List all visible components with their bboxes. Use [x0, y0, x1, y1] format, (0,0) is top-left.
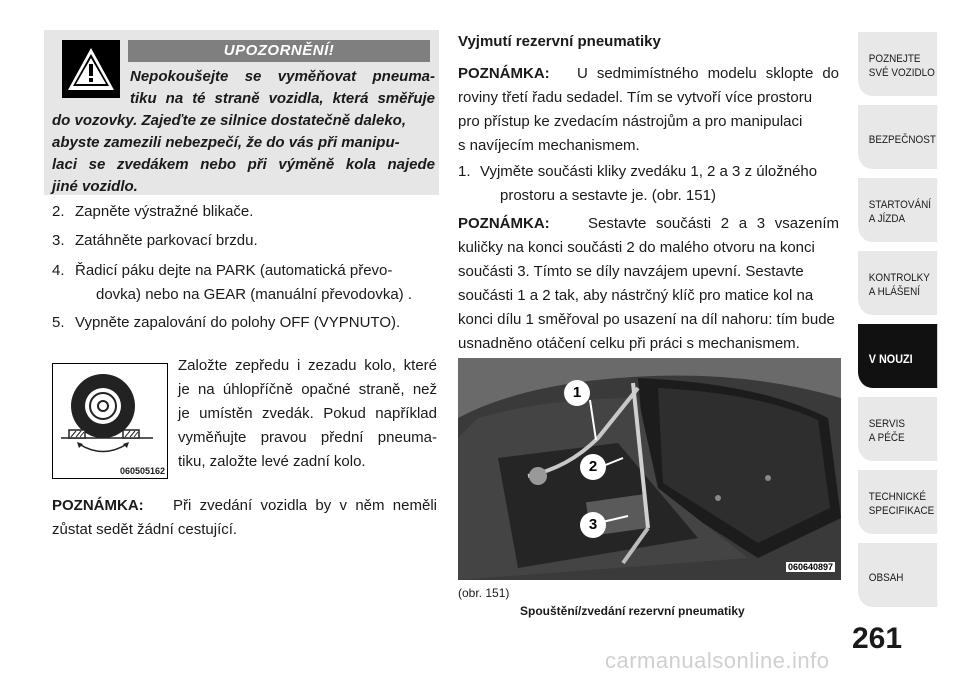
warning-line: abyste zamezili nebezpečí, že do vás při manipu- — [52, 134, 400, 151]
tab-obsah[interactable] — [858, 543, 937, 607]
callout-1: 1 — [564, 380, 590, 406]
tab-label: SERVIS — [868, 418, 905, 430]
wheel-chock-figure — [52, 363, 168, 479]
chock-text-line: je na úhlopříčně opačné straně, než — [178, 381, 437, 398]
note-text: U sedmimístného modelu sklopte do — [577, 65, 839, 82]
tab-label: A JÍZDA — [868, 213, 906, 225]
note-text: pro přístup ke zvedacím nástrojům a pro manipulaci — [458, 113, 803, 130]
note-text: Sestavte součásti 2 a 3 vsazením — [588, 215, 839, 232]
step-number: 4. — [52, 262, 65, 279]
step-number: 3. — [52, 232, 65, 249]
step-text: prostoru a sestavte je. (obr. 151) — [500, 187, 716, 204]
note-text: kuličky na konci součásti 2 do malého otvoru na konci — [458, 239, 815, 256]
tab-bezpecnost[interactable] — [858, 105, 937, 169]
step-number: 1. — [458, 163, 471, 180]
note-text: usnadněno otáčení celku při práci s mechanismem. — [458, 335, 800, 352]
callout-3: 3 — [580, 512, 606, 538]
tab-label: POZNEJTE — [868, 53, 921, 65]
tab-technicke-specifikace[interactable] — [858, 470, 937, 534]
figure-caption: Spouštění/zvedání rezervní pneumatiky — [520, 604, 745, 618]
tab-label: OBSAH — [868, 572, 904, 584]
warning-line: Nepokoušejte se vyměňovat pneuma- — [130, 68, 435, 85]
chock-text-line: vyměňujte pravou přední pneuma- — [178, 429, 437, 446]
chock-text-line: tiku, založte levé zadní kolo. — [178, 453, 366, 470]
figure-code: 060505162 — [119, 466, 165, 476]
note-text: Při zvedání vozidla by v něm neměli — [173, 497, 437, 514]
warning-line: jiné vozidlo. — [52, 178, 138, 195]
note-label: POZNÁMKA: — [458, 215, 550, 232]
step-text: Vyjměte součásti kliky zvedáku 1, 2 a 3 z úložného — [480, 163, 818, 180]
note-text: součásti 1 a 2 tak, aby nástrčný klíč pro matice kol na — [458, 287, 814, 304]
chock-text-line: Založte zepředu i zezadu kolo, které — [178, 357, 437, 374]
chock-text-line: je umístěn zvedák. Pokud například — [178, 405, 437, 422]
note-text: s navíjecím mechanismem. — [458, 137, 640, 154]
note-text: roviny třetí řadu sedadel. Tím se vytvoří více prostoru — [458, 89, 813, 106]
note-label: POZNÁMKA: — [458, 65, 550, 82]
tab-label: A HLÁŠENÍ — [868, 286, 920, 298]
warning-triangle-icon — [62, 40, 120, 98]
step-text: dovka) nebo na GEAR (manuální převodovka) . — [96, 286, 413, 303]
tab-label: KONTROLKY — [868, 272, 930, 284]
warning-line: tiku na té straně vozidla, která směřuje — [130, 90, 435, 107]
step-number: 5. — [52, 314, 65, 331]
tab-servis-a-pece[interactable] — [858, 397, 937, 461]
tab-poznejte-sve-vozidlo[interactable] — [858, 32, 937, 96]
watermark: carmanualsonline.info — [605, 648, 830, 673]
figure-reference: (obr. 151) — [458, 586, 510, 600]
tab-label: BEZPEČNOST — [868, 134, 936, 146]
note-text: součásti 3. Tímto se díly navzájem upevní. Sestavte — [458, 263, 804, 280]
callout-2: 2 — [580, 454, 606, 480]
step-text: Řadicí páku dejte na PARK (automatická převo- — [75, 262, 393, 279]
tab-label: A PÉČE — [868, 432, 905, 444]
step-number: 2. — [52, 203, 65, 220]
tab-label: SVÉ VOZIDLO — [868, 67, 935, 79]
note-text: zůstat sedět žádní cestující. — [52, 521, 238, 538]
step-text: Zatáhněte parkovací brzdu. — [75, 232, 258, 249]
warning-title: UPOZORNĚNÍ! — [128, 40, 430, 62]
page-number: 261 — [852, 622, 903, 655]
tab-kontrolky-a-hlaseni[interactable] — [858, 251, 937, 315]
step-text: Zapněte výstražné blikače. — [75, 203, 254, 220]
warning-line: do vozovky. Zajeďte ze silnice dostatečně daleko, — [52, 112, 406, 129]
tab-label: V NOUZI — [868, 352, 913, 366]
note-label: POZNÁMKA: — [52, 497, 144, 514]
tab-v-nouzi[interactable] — [858, 324, 937, 388]
figure-code: 060640897 — [787, 562, 833, 572]
warning-line: laci se zvedákem nebo při výměně kola najede — [52, 156, 435, 173]
tab-label: STARTOVÁNÍ — [868, 199, 931, 211]
note-text: konci dílu 1 směřoval po usazení na díl nahoru: tím bude — [458, 311, 835, 328]
tab-label: TECHNICKÉ — [868, 491, 927, 503]
tab-startovani-a-jizda[interactable] — [858, 178, 937, 242]
tab-label: SPECIFIKACE — [868, 505, 935, 517]
section-heading: Vyjmutí rezervní pneumatiky — [458, 33, 661, 50]
step-text: Vypněte zapalování do polohy OFF (VYPNUTO). — [75, 314, 401, 331]
trunk-photo-figure — [458, 358, 841, 580]
